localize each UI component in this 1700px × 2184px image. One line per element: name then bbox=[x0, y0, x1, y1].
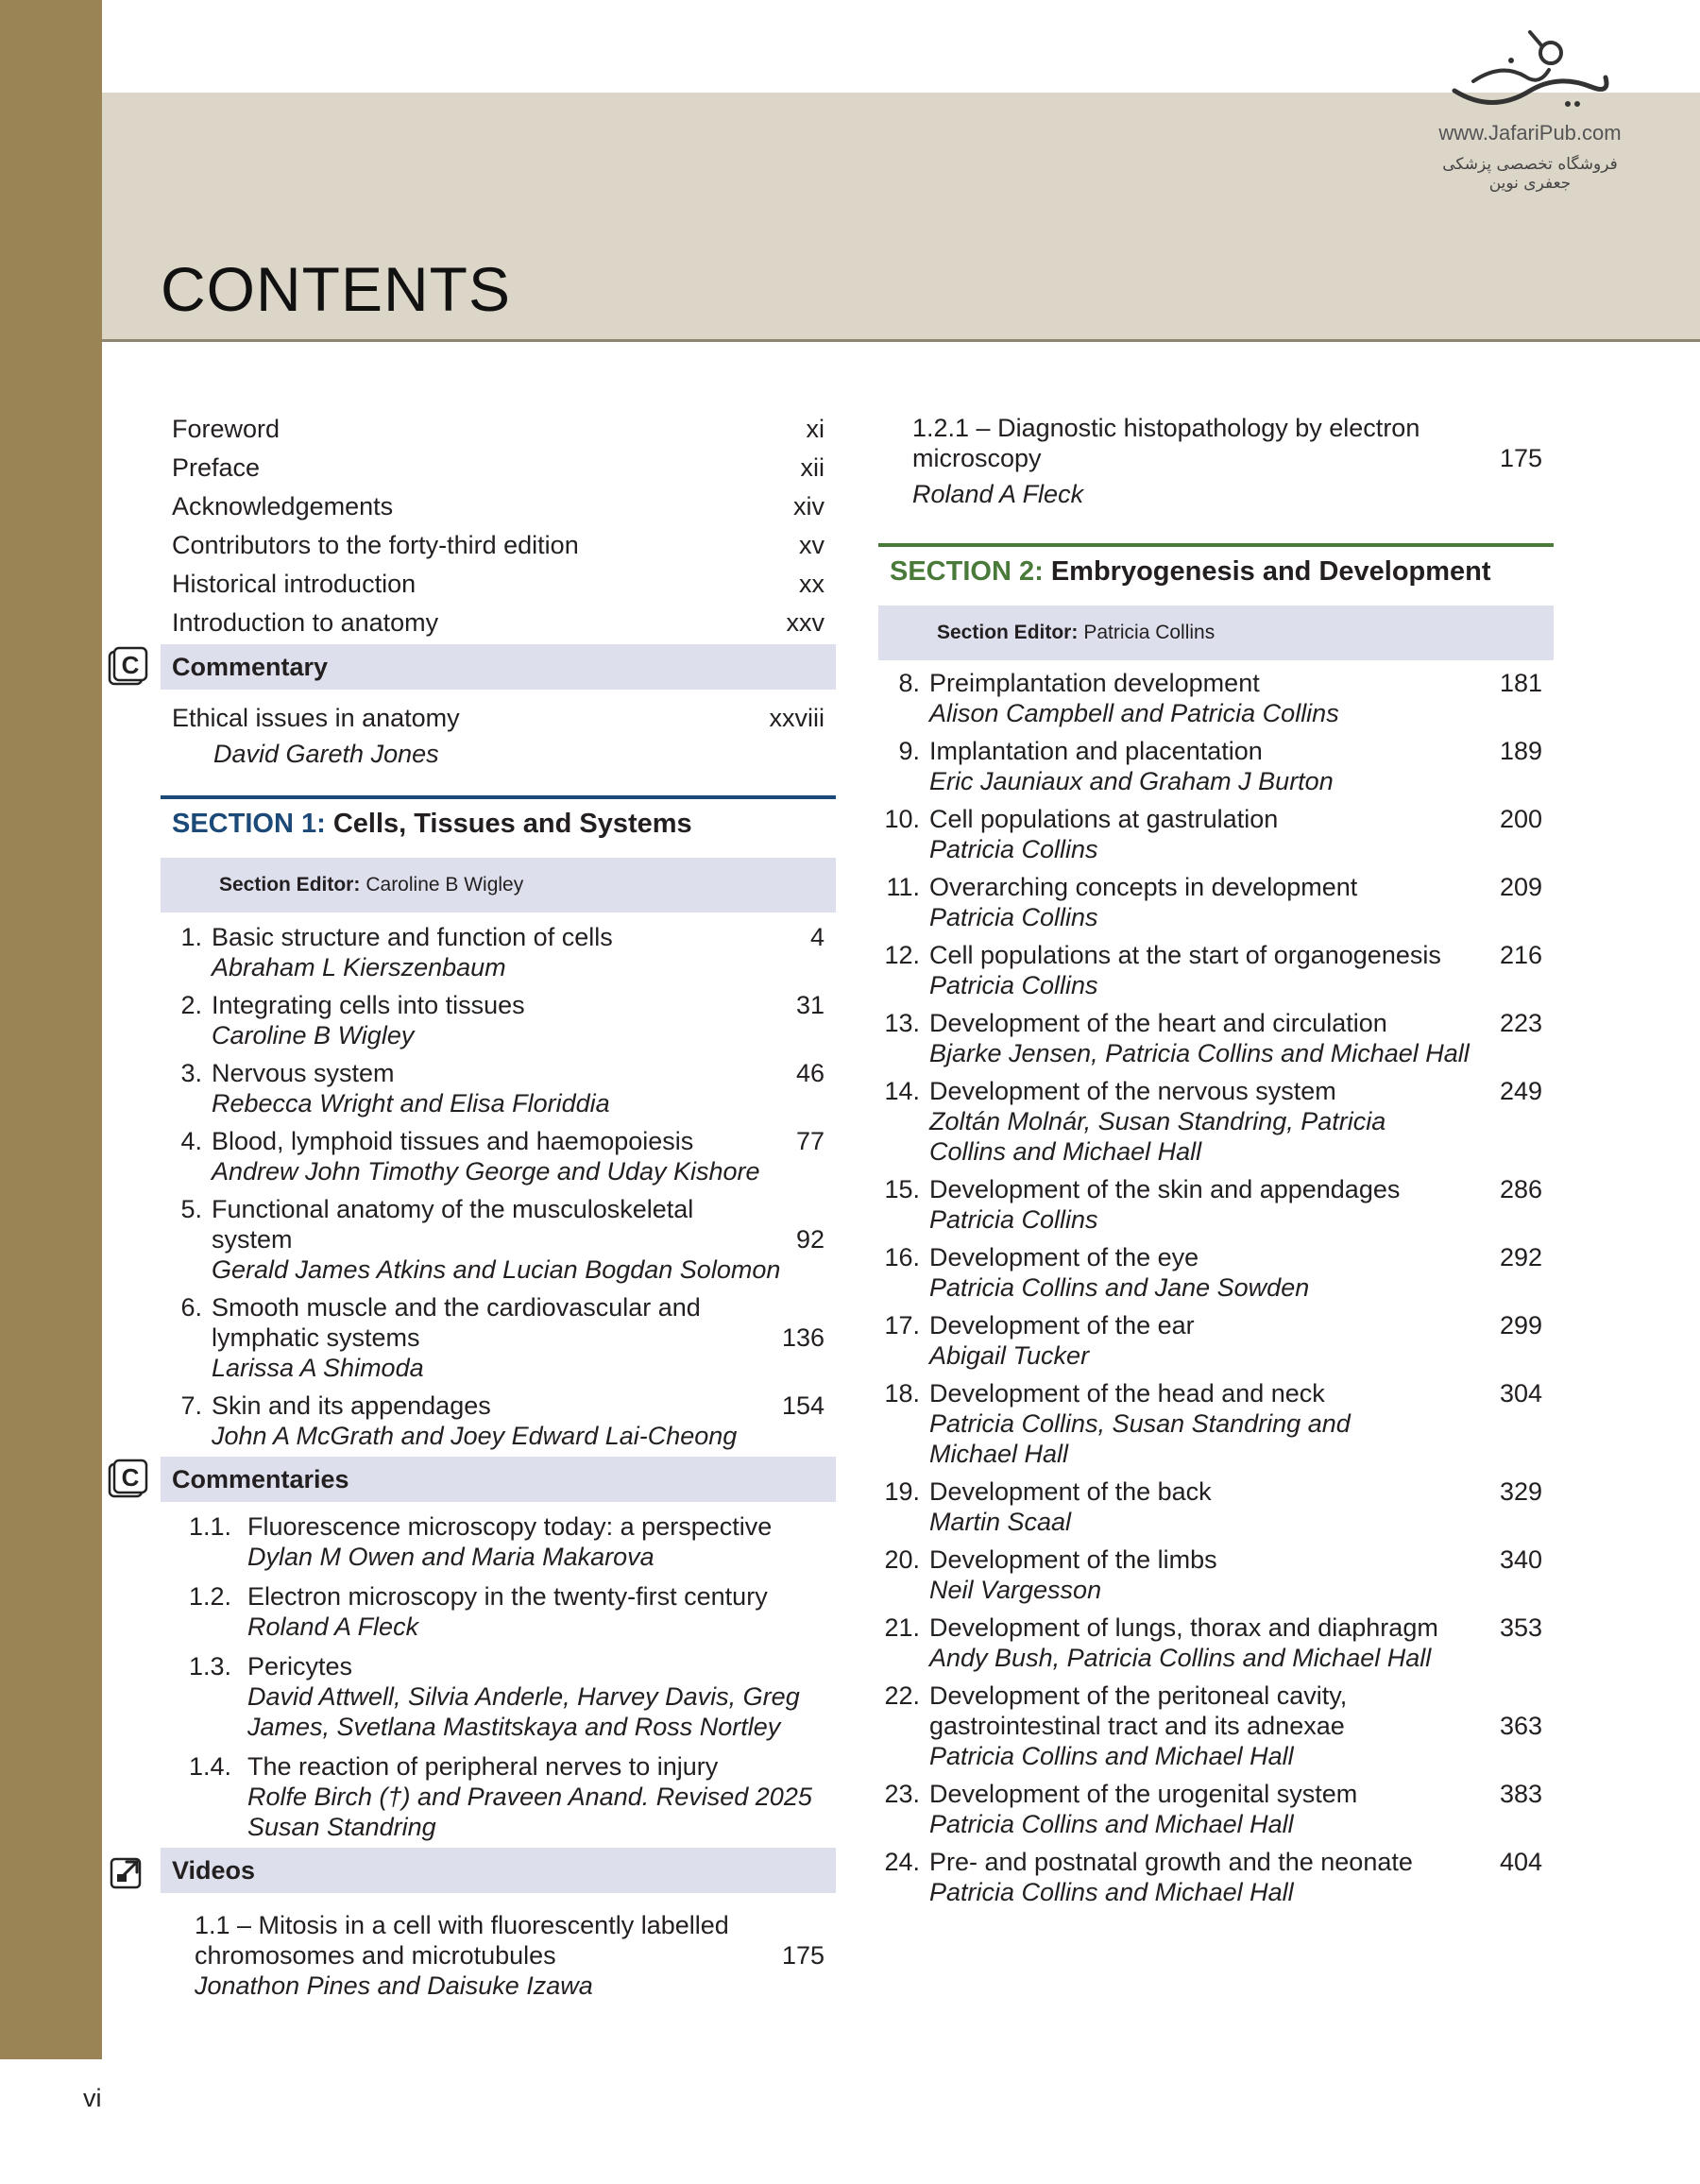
chapter-title: Development of the peritoneal cavity, gastrointestinal tract and its adnexae bbox=[929, 1681, 1348, 1740]
chapter-page: 249 bbox=[1499, 1077, 1542, 1105]
front-matter-item[interactable] bbox=[161, 409, 836, 448]
front-matter-page: xx bbox=[799, 569, 824, 598]
chapter-author: Bjarke Jensen, Patricia Collins and Michael Hall bbox=[929, 1039, 1470, 1067]
chapter-title: Development of the urogenital system bbox=[929, 1780, 1358, 1808]
chapter-author: Gerald James Atkins and Lucian Bogdan Solomon bbox=[212, 1255, 781, 1284]
videos-heading bbox=[161, 1848, 836, 1893]
chapter-number: 4. bbox=[180, 1127, 202, 1155]
chapter-entry[interactable] bbox=[878, 668, 1554, 728]
chapter-page: 200 bbox=[1499, 805, 1542, 833]
chapter-author: Patricia Collins, Susan Standring and Michael Hall bbox=[929, 1409, 1351, 1468]
page-title: CONTENTS bbox=[161, 254, 511, 324]
chapter-number: 24. bbox=[884, 1848, 920, 1876]
section2-editor-name: Patricia Collins bbox=[1083, 622, 1216, 643]
publisher-logo[interactable] bbox=[1417, 25, 1643, 195]
chapter-entry[interactable] bbox=[161, 990, 836, 1050]
commentaries-heading-label: Commentaries bbox=[172, 1464, 349, 1493]
logo-calligraphy-icon bbox=[1436, 25, 1624, 119]
commentary-title: The reaction of peripheral nerves to injury bbox=[247, 1752, 719, 1781]
chapter-page: 92 bbox=[795, 1225, 824, 1254]
chapter-number: 22. bbox=[884, 1681, 920, 1710]
chapter-number: 5. bbox=[180, 1195, 202, 1223]
front-matter-item[interactable] bbox=[161, 525, 836, 564]
chapter-number: 6. bbox=[180, 1293, 202, 1322]
commentary-number: 1.4. bbox=[189, 1752, 232, 1781]
video-author: Jonathon Pines and Daisuke Izawa bbox=[195, 1971, 593, 2000]
section2-chapter-list bbox=[878, 668, 1554, 1907]
chapter-entry[interactable] bbox=[161, 1058, 836, 1118]
chapter-title: Blood, lymphoid tissues and haemopoiesis bbox=[212, 1127, 694, 1155]
chapter-author: Andrew John Timothy George and Uday Kishore bbox=[212, 1157, 760, 1186]
chapter-page: 292 bbox=[1499, 1243, 1542, 1271]
video-icon bbox=[108, 1850, 149, 1891]
chapter-entry[interactable] bbox=[878, 1008, 1554, 1068]
chapter-entry[interactable] bbox=[878, 1076, 1554, 1167]
chapter-number: 12. bbox=[884, 941, 920, 969]
commentary-entry-author: David Gareth Jones bbox=[213, 740, 439, 768]
chapter-entry[interactable] bbox=[878, 804, 1554, 864]
front-matter-label: Foreword bbox=[172, 414, 280, 443]
commentary-item[interactable] bbox=[161, 1511, 836, 1572]
chapter-title: Development of the ear bbox=[929, 1311, 1195, 1339]
chapter-title: Implantation and placentation bbox=[929, 737, 1263, 765]
video-author: Roland A Fleck bbox=[912, 480, 1084, 508]
video-item[interactable] bbox=[161, 1910, 836, 2001]
chapter-entry[interactable] bbox=[878, 1242, 1554, 1303]
video-item[interactable] bbox=[878, 413, 1554, 509]
chapter-author: Eric Jauniaux and Graham J Burton bbox=[929, 767, 1334, 795]
chapter-author: Neil Vargesson bbox=[929, 1576, 1102, 1604]
section1-editor-label: Section Editor: bbox=[219, 874, 361, 896]
chapter-author: John A McGrath and Joey Edward Lai-Cheong bbox=[212, 1422, 738, 1450]
chapter-number: 1. bbox=[180, 923, 202, 951]
chapter-page: 223 bbox=[1499, 1009, 1542, 1037]
chapter-page: 299 bbox=[1499, 1311, 1542, 1339]
front-matter-page: xii bbox=[800, 452, 824, 482]
chapter-entry[interactable] bbox=[161, 1391, 836, 1451]
chapter-page: 340 bbox=[1499, 1545, 1542, 1574]
front-matter-label: Preface bbox=[172, 452, 261, 482]
section2-editor-label: Section Editor: bbox=[937, 622, 1079, 643]
front-matter-label: Historical introduction bbox=[172, 569, 416, 598]
chapter-page: 181 bbox=[1499, 669, 1542, 697]
logo-tagline: فروشگاه تخصصی پزشکی جعفری نوین bbox=[1442, 155, 1618, 193]
commentary-entry-title: Ethical issues in anatomy bbox=[172, 704, 460, 732]
chapter-author: Zoltán Molnár, Susan Standring, Patricia Collins and Michael Hall bbox=[929, 1107, 1386, 1166]
chapter-entry[interactable] bbox=[878, 736, 1554, 796]
chapter-title: Functional anatomy of the musculoskeletal system bbox=[212, 1195, 694, 1254]
front-matter-label: Acknowledgements bbox=[172, 491, 394, 520]
chapter-entry[interactable] bbox=[161, 1194, 836, 1285]
chapter-title: Development of the back bbox=[929, 1477, 1212, 1506]
commentary-entry[interactable] bbox=[161, 703, 836, 769]
chapter-page: 363 bbox=[1499, 1712, 1542, 1740]
chapter-number: 16. bbox=[884, 1243, 920, 1271]
commentary-heading bbox=[121, 644, 836, 690]
chapter-title: Skin and its appendages bbox=[212, 1391, 491, 1420]
chapter-title: Development of the eye bbox=[929, 1243, 1199, 1271]
chapter-author: Caroline B Wigley bbox=[212, 1021, 415, 1049]
chapter-title: Basic structure and function of cells bbox=[212, 923, 613, 951]
chapter-number: 8. bbox=[898, 669, 920, 697]
chapter-author: Patricia Collins and Michael Hall bbox=[929, 1810, 1294, 1838]
left-color-bar bbox=[0, 0, 102, 2059]
chapter-page: 329 bbox=[1499, 1477, 1542, 1506]
chapter-author: Patricia Collins bbox=[929, 903, 1098, 931]
chapter-number: 23. bbox=[884, 1780, 920, 1808]
chapter-title: Development of lungs, thorax and diaphragm bbox=[929, 1613, 1438, 1642]
section2-name: Embryogenesis and Development bbox=[1050, 556, 1491, 587]
logo-url[interactable]: www.JafariPub.com bbox=[1438, 121, 1622, 145]
commentary-author: Rolfe Birch (†) and Praveen Anand. Revised 2025 Susan Standring bbox=[247, 1783, 812, 1841]
chapter-title: Development of the limbs bbox=[929, 1545, 1217, 1574]
chapter-title: Cell populations at the start of organogenesis bbox=[929, 941, 1441, 969]
front-matter-item[interactable] bbox=[161, 486, 836, 525]
chapter-number: 13. bbox=[884, 1009, 920, 1037]
commentary-number: 1.2. bbox=[189, 1582, 232, 1611]
front-matter-label: Contributors to the forty-third edition bbox=[172, 530, 579, 559]
chapter-entry[interactable] bbox=[878, 1779, 1554, 1839]
chapter-page: 31 bbox=[795, 991, 824, 1019]
chapter-author: Rebecca Wright and Elisa Floriddia bbox=[212, 1089, 610, 1118]
chapter-page: 136 bbox=[781, 1323, 824, 1352]
chapter-title: Nervous system bbox=[212, 1059, 395, 1087]
chapter-title: Development of the nervous system bbox=[929, 1077, 1336, 1105]
chapter-entry[interactable] bbox=[161, 922, 836, 982]
commentary-number: 1.3. bbox=[189, 1652, 232, 1681]
chapter-title: Integrating cells into tissues bbox=[212, 991, 525, 1019]
video-title: 1.1 – Mitosis in a cell with fluorescently labelled chromosomes and microtubules bbox=[195, 1911, 729, 1970]
chapter-number: 7. bbox=[180, 1391, 202, 1420]
chapter-page: 304 bbox=[1499, 1379, 1542, 1408]
chapter-author: Patricia Collins and Michael Hall bbox=[929, 1878, 1294, 1906]
commentary-author: Roland A Fleck bbox=[247, 1612, 419, 1641]
chapter-number: 18. bbox=[884, 1379, 920, 1408]
chapter-author: Alison Campbell and Patricia Collins bbox=[929, 699, 1339, 727]
chapter-number: 3. bbox=[180, 1059, 202, 1087]
chapter-title: Smooth muscle and the cardiovascular and lymphatic systems bbox=[212, 1293, 701, 1352]
front-matter-item[interactable] bbox=[161, 564, 836, 603]
chapter-author: Patricia Collins bbox=[929, 835, 1098, 863]
front-matter-page: xiv bbox=[793, 491, 824, 520]
chapter-number: 21. bbox=[884, 1613, 920, 1642]
section1-title[interactable] bbox=[161, 799, 836, 854]
commentary-author: David Attwell, Silvia Anderle, Harvey Davis, Greg James, Svetlana Mastitskaya and Ross Nortley bbox=[247, 1682, 800, 1741]
chapter-title: Development of the skin and appendages bbox=[929, 1175, 1401, 1203]
chapter-page: 286 bbox=[1499, 1175, 1542, 1203]
chapter-title: Preimplantation development bbox=[929, 669, 1260, 697]
chapter-title: Overarching concepts in development bbox=[929, 873, 1358, 901]
section1-label: SECTION 1: bbox=[172, 809, 326, 839]
commentary-icon bbox=[108, 646, 149, 688]
chapter-number: 9. bbox=[898, 737, 920, 765]
front-matter-page: xxv bbox=[786, 607, 824, 637]
section2-title[interactable] bbox=[878, 547, 1554, 602]
chapter-title: Development of the heart and circulation bbox=[929, 1009, 1387, 1037]
chapter-entry[interactable] bbox=[878, 1544, 1554, 1605]
chapter-entry[interactable] bbox=[878, 940, 1554, 1000]
chapter-author: Patricia Collins and Michael Hall bbox=[929, 1742, 1294, 1770]
front-matter-item[interactable] bbox=[161, 603, 836, 641]
commentaries-heading bbox=[121, 1457, 836, 1502]
chapter-entry[interactable] bbox=[878, 1174, 1554, 1235]
video-page: 175 bbox=[1499, 444, 1542, 472]
chapter-entry[interactable] bbox=[878, 1681, 1554, 1771]
contents-right-column bbox=[878, 409, 1554, 1907]
chapter-page: 189 bbox=[1499, 737, 1542, 765]
video-title: 1.2.1 – Diagnostic histopathology by electron microscopy bbox=[912, 414, 1420, 472]
commentaries-list bbox=[161, 1511, 836, 1842]
section1-chapter-list bbox=[161, 922, 836, 1451]
commentary-author: Dylan M Owen and Maria Makarova bbox=[247, 1543, 654, 1571]
videos-heading-label: Videos bbox=[172, 1855, 256, 1885]
commentary-title: Fluorescence microscopy today: a perspective bbox=[247, 1512, 773, 1541]
section2-editor bbox=[878, 606, 1554, 660]
chapter-author: Patricia Collins bbox=[929, 971, 1098, 999]
section1-editor bbox=[161, 858, 836, 913]
front-matter-page: xv bbox=[799, 530, 824, 559]
chapter-entry[interactable] bbox=[878, 1476, 1554, 1537]
chapter-author: Abigail Tucker bbox=[929, 1341, 1090, 1370]
chapter-author: Larissa A Shimoda bbox=[212, 1354, 424, 1382]
chapter-entry[interactable] bbox=[878, 872, 1554, 932]
commentary-item[interactable] bbox=[161, 1581, 836, 1642]
section1-name: Cells, Tissues and Systems bbox=[332, 809, 692, 839]
section2-label: SECTION 2: bbox=[890, 556, 1044, 587]
chapter-number: 20. bbox=[884, 1545, 920, 1574]
front-matter-page: xi bbox=[806, 414, 824, 443]
commentary-number: 1.1. bbox=[189, 1512, 232, 1541]
front-matter-label: Introduction to anatomy bbox=[172, 607, 439, 637]
chapter-title: Development of the head and neck bbox=[929, 1379, 1325, 1408]
chapter-entry[interactable] bbox=[878, 1847, 1554, 1907]
chapter-number: 19. bbox=[884, 1477, 920, 1506]
page-number: vi bbox=[83, 2084, 102, 2112]
chapter-page: 353 bbox=[1499, 1613, 1542, 1642]
chapter-entry[interactable] bbox=[878, 1378, 1554, 1469]
chapter-number: 15. bbox=[884, 1175, 920, 1203]
chapter-number: 14. bbox=[884, 1077, 920, 1105]
svg-text:C: C bbox=[121, 1463, 140, 1492]
chapter-entry[interactable] bbox=[878, 1612, 1554, 1673]
chapter-page: 383 bbox=[1499, 1780, 1542, 1808]
front-matter-list bbox=[161, 409, 836, 641]
chapter-author: Abraham L Kierszenbaum bbox=[212, 953, 506, 981]
section1-editor-name: Caroline B Wigley bbox=[366, 874, 524, 896]
commentaries-icon bbox=[108, 1459, 149, 1500]
chapter-author: Patricia Collins and Jane Sowden bbox=[929, 1273, 1310, 1302]
svg-text:C: C bbox=[121, 651, 140, 679]
chapter-title: Cell populations at gastrulation bbox=[929, 805, 1279, 833]
chapter-author: Patricia Collins bbox=[929, 1205, 1098, 1234]
chapter-number: 10. bbox=[884, 805, 920, 833]
chapter-entry[interactable] bbox=[161, 1292, 836, 1383]
chapter-page: 209 bbox=[1499, 873, 1542, 901]
chapter-author: Andy Bush, Patricia Collins and Michael Hall bbox=[929, 1644, 1432, 1672]
commentary-heading-label: Commentary bbox=[172, 652, 329, 681]
commentary-item[interactable] bbox=[161, 1751, 836, 1842]
chapter-author: Martin Scaal bbox=[929, 1508, 1072, 1536]
chapter-number: 11. bbox=[886, 873, 920, 901]
commentary-item[interactable] bbox=[161, 1651, 836, 1742]
chapter-page: 46 bbox=[795, 1059, 824, 1087]
contents-left-column bbox=[121, 409, 836, 2001]
chapter-page: 77 bbox=[795, 1127, 824, 1155]
chapter-title: Pre- and postnatal growth and the neonate bbox=[929, 1848, 1413, 1876]
chapter-entry[interactable] bbox=[161, 1126, 836, 1186]
commentary-title: Pericytes bbox=[247, 1652, 353, 1681]
video-page: 175 bbox=[781, 1941, 824, 1970]
front-matter-item[interactable] bbox=[161, 448, 836, 486]
chapter-page: 154 bbox=[781, 1391, 824, 1420]
chapter-number: 2. bbox=[180, 991, 202, 1019]
commentary-entry-page: xxviii bbox=[769, 704, 824, 732]
chapter-number: 17. bbox=[884, 1311, 920, 1339]
chapter-page: 4 bbox=[809, 923, 824, 951]
chapter-entry[interactable] bbox=[878, 1310, 1554, 1371]
chapter-page: 404 bbox=[1499, 1848, 1542, 1876]
commentary-title: Electron microscopy in the twenty-first century bbox=[247, 1582, 768, 1611]
chapter-page: 216 bbox=[1499, 941, 1542, 969]
